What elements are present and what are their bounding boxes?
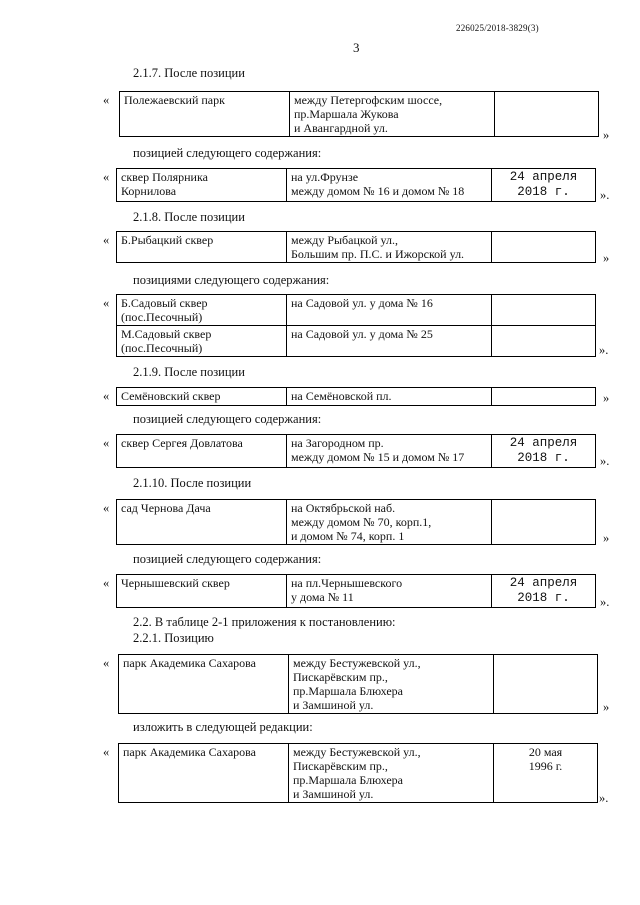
table-row xyxy=(117,500,596,545)
table-row xyxy=(120,92,599,137)
table-row xyxy=(117,575,596,608)
park-name-cell: сквер Сергея Довлатова xyxy=(117,435,287,468)
location-cell: на ул.Фрунзе между домом № 16 и домом № 18 xyxy=(287,169,492,202)
close-quote: ». xyxy=(599,343,609,357)
close-quote: ». xyxy=(599,791,609,805)
open-quote: « xyxy=(103,93,110,107)
date-cell xyxy=(492,169,596,202)
location-cell: на Садовой ул. у дома № 25 xyxy=(287,326,492,357)
position-table xyxy=(118,654,598,714)
table-row xyxy=(117,435,596,468)
open-quote: « xyxy=(103,436,110,450)
section-heading: 2.1.10. После позиции xyxy=(133,476,252,490)
location-cell: между Петергофским шоссе, пр.Маршала Жукова и Авангардной ул. xyxy=(290,92,495,137)
position-table xyxy=(116,499,596,545)
date-cell xyxy=(495,92,599,137)
section-heading: 2.1.9. После позиции xyxy=(133,365,245,379)
location-cell: на Садовой ул. у дома № 16 xyxy=(287,295,492,326)
close-quote: ». xyxy=(600,454,610,468)
park-name-cell: сквер Полярника Корнилова xyxy=(117,169,287,202)
open-quote: « xyxy=(103,576,110,590)
park-name-cell: Б.Рыбацкий сквер xyxy=(117,232,287,263)
table-row xyxy=(117,388,596,406)
date-stamp: 24 апреля xyxy=(509,436,578,450)
location-cell: на Семёновской пл. xyxy=(287,388,492,406)
position-table xyxy=(118,743,598,803)
park-name-cell: сад Чернова Дача xyxy=(117,500,287,545)
open-quote: « xyxy=(103,501,110,515)
close-quote: » xyxy=(603,128,610,142)
position-table xyxy=(116,574,596,608)
open-quote: « xyxy=(103,656,110,670)
date-cell xyxy=(492,500,596,545)
close-quote: » xyxy=(603,251,610,265)
open-quote: « xyxy=(103,745,110,759)
date-cell xyxy=(492,295,596,326)
section-heading: 2.1.7. После позиции xyxy=(133,66,245,80)
date-cell xyxy=(492,326,596,357)
position-table xyxy=(116,294,596,357)
location-cell: на Загородном пр. между домом № 15 и домом № 17 xyxy=(287,435,492,468)
date-cell xyxy=(492,435,596,468)
position-table xyxy=(119,91,599,137)
park-name-cell: Семёновский сквер xyxy=(117,388,287,406)
date-stamp: 24 апреля xyxy=(509,576,578,590)
open-quote: « xyxy=(103,296,110,310)
date-stamp: 2018 г. xyxy=(517,591,570,605)
park-name-cell: парк Академика Сахарова xyxy=(119,655,289,714)
position-table xyxy=(116,434,596,468)
location-cell: на Октябрьской наб. между домом № 70, корп.1, и домом № 74, корп. 1 xyxy=(287,500,492,545)
close-quote: ». xyxy=(600,595,610,609)
section-heading: позицией следующего содержания: xyxy=(133,412,322,426)
location-cell: между Бестужевской ул., Пискарёвским пр., пр.Маршала Блюхера и Замшиной ул. xyxy=(289,744,494,803)
table-row xyxy=(117,326,596,357)
section-heading: изложить в следующей редакции: xyxy=(133,720,313,734)
close-quote: ». xyxy=(600,188,610,202)
date-stamp: 24 апреля xyxy=(509,170,578,184)
date-cell: 20 мая 1996 г. xyxy=(494,744,598,803)
location-cell: между Бестужевской ул., Пискарёвским пр., пр.Маршала Блюхера и Замшиной ул. xyxy=(289,655,494,714)
table-row xyxy=(117,232,596,263)
section-heading: позицией следующего содержания: xyxy=(133,146,322,160)
park-name-cell: парк Академика Сахарова xyxy=(119,744,289,803)
document-id: 226025/2018-3829(3) xyxy=(456,23,539,33)
open-quote: « xyxy=(103,389,110,403)
table-row xyxy=(117,169,596,202)
park-name-cell: Чернышевский сквер xyxy=(117,575,287,608)
close-quote: » xyxy=(603,391,610,405)
table-row xyxy=(119,744,598,803)
section-heading: 2.2.1. Позицию xyxy=(133,631,214,645)
park-name-cell: Б.Садовый сквер (пос.Песочный) xyxy=(117,295,287,326)
table-row xyxy=(117,295,596,326)
date-cell xyxy=(492,575,596,608)
location-cell: на пл.Чернышевского у дома № 11 xyxy=(287,575,492,608)
date-cell xyxy=(494,655,598,714)
open-quote: « xyxy=(103,233,110,247)
date-stamp: 2018 г. xyxy=(517,451,570,465)
table-row xyxy=(119,655,598,714)
date-cell xyxy=(492,232,596,263)
section-heading: позициями следующего содержания: xyxy=(133,273,330,287)
section-heading: 2.2. В таблице 2-1 приложения к постановлению: xyxy=(133,615,396,629)
position-table xyxy=(116,231,596,263)
position-table xyxy=(116,387,596,406)
date-cell xyxy=(492,388,596,406)
section-heading: 2.1.8. После позиции xyxy=(133,210,245,224)
location-cell: между Рыбацкой ул., Большим пр. П.С. и Ижорской ул. xyxy=(287,232,492,263)
section-heading: позицией следующего содержания: xyxy=(133,552,322,566)
page-number: 3 xyxy=(353,40,360,55)
position-table xyxy=(116,168,596,202)
date-stamp: 2018 г. xyxy=(517,185,570,199)
park-name-cell: М.Садовый сквер (пос.Песочный) xyxy=(117,326,287,357)
close-quote: » xyxy=(603,700,610,714)
open-quote: « xyxy=(103,170,110,184)
park-name-cell: Полежаевский парк xyxy=(120,92,290,137)
close-quote: » xyxy=(603,531,610,545)
